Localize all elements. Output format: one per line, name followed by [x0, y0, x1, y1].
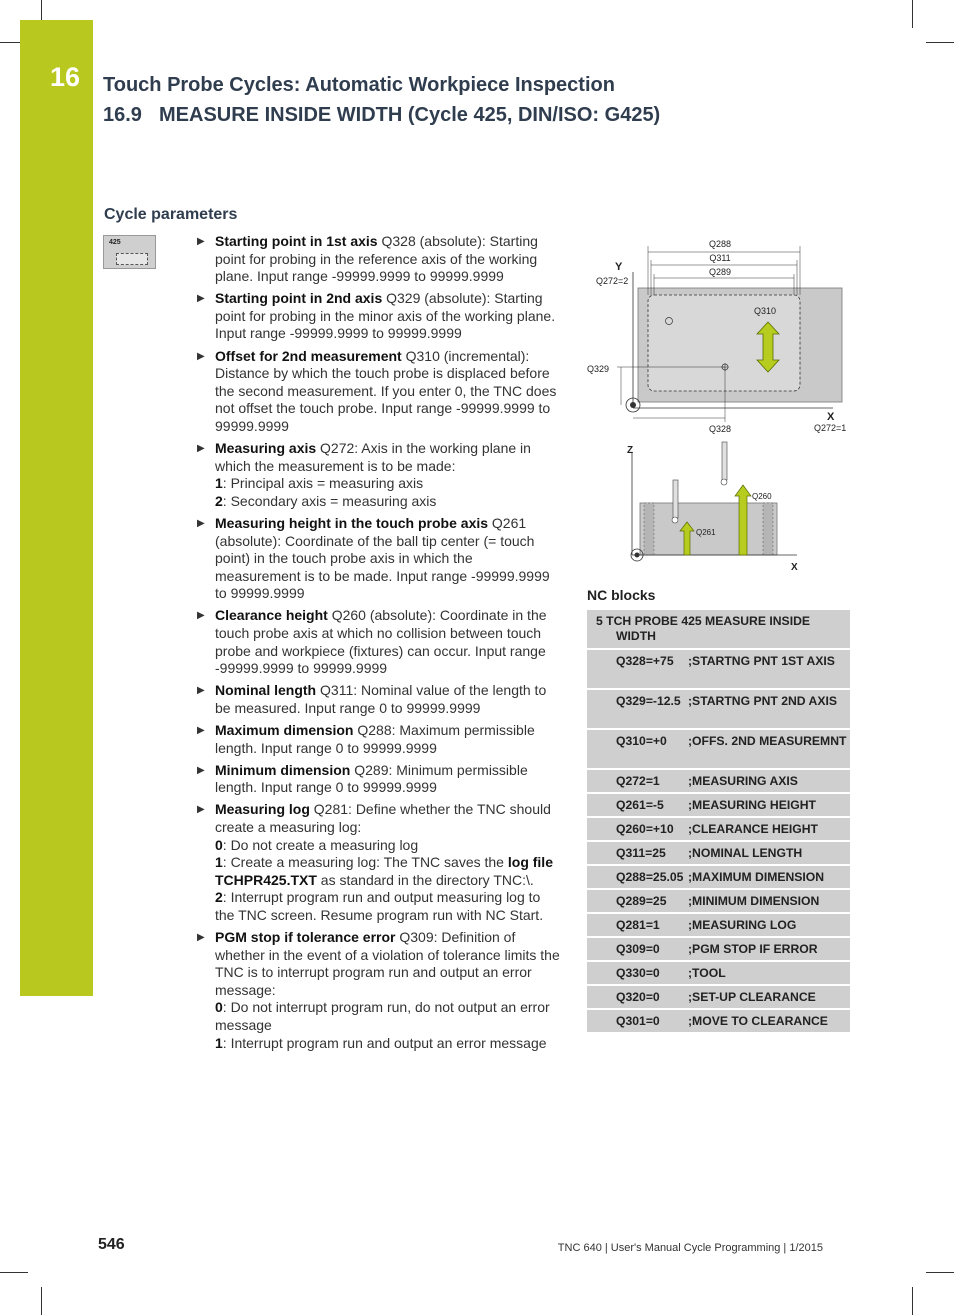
nc-block-header [587, 610, 850, 650]
crop-mark [926, 1272, 954, 1273]
nc-comment: ;TOOL [688, 966, 726, 980]
nc-row [587, 650, 850, 690]
param-desc: Q281: Define whether the TNC should create a measuring log: [215, 801, 551, 835]
nc-row [587, 1010, 850, 1034]
nc-code: Q272=1 [616, 774, 660, 788]
nc-row [587, 690, 850, 730]
top-view [587, 239, 846, 434]
param-item [193, 440, 561, 510]
nc-comment: ;PGM STOP IF ERROR [688, 942, 818, 956]
nc-comment: ;MEASURING AXIS [688, 774, 798, 788]
param-desc: Q289: Minimum permissible length. Input range 0 to 99999.9999 [215, 761, 528, 796]
option-key: 0 [215, 836, 223, 853]
nc-comment: ;OFFS. 2ND MEASUREMNT [688, 734, 847, 748]
nc-row [587, 770, 850, 794]
nc-row [587, 842, 850, 866]
triangle-bullet-icon: ▶ [197, 517, 205, 529]
nc-code: Q281=1 [616, 918, 660, 932]
option-bold-text: log file TCHPR425.TXT [215, 854, 553, 888]
label-x-axis: X [827, 411, 835, 423]
label-x-axis-side: X [791, 562, 798, 573]
param-name: PGM stop if tolerance error [215, 928, 396, 945]
touch-probe-ball [721, 479, 727, 485]
nc-row [587, 938, 850, 962]
section-header [103, 104, 660, 127]
chapter-tab-bar [20, 20, 93, 996]
param-name: Maximum dimension [215, 721, 354, 738]
option-text: : Do not interrupt program run, do not output an error message [215, 999, 550, 1033]
param-item [193, 515, 561, 603]
nc-comment: ;SET-UP CLEARANCE [688, 990, 816, 1004]
origin-marker-inner [635, 553, 640, 558]
triangle-bullet-icon: ▶ [197, 350, 205, 362]
param-name: Offset for 2nd measurement [215, 347, 402, 364]
nc-code: Q320=0 [616, 990, 660, 1004]
cycle-425-softkey-icon [103, 235, 156, 269]
nc-row [587, 794, 850, 818]
param-desc: Q310 (incremental): Distance by which the touch probe is displaced before the second measurement. If you enter 0, the TNC does not offset the touch probe. Input range -99999.9999 to 99999.9999 [215, 347, 557, 434]
left-wall-hatch [644, 503, 654, 555]
nc-row [587, 914, 850, 938]
section-title: MEASURE INSIDE WIDTH (Cycle 425, DIN/ISO: G425) [159, 104, 661, 126]
triangle-bullet-icon: ▶ [197, 764, 205, 776]
param-item [193, 607, 561, 677]
option-text: : Create a measuring log: The TNC saves the [222, 854, 508, 871]
param-item [193, 762, 561, 797]
param-desc: Q261 (absolute): Coordinate of the ball tip center (= touch point) in the touch probe axis in which the measurement is to be made. Input range -99999.9999 to 99999.9999 [215, 514, 550, 602]
param-name: Starting point in 2nd axis [215, 290, 383, 307]
nc-comment: ;STARTNG PNT 2ND AXIS [688, 694, 837, 708]
param-item [193, 348, 561, 436]
softkey-graphic [116, 253, 148, 265]
option-key: 2 [215, 889, 223, 906]
label-q272-1: Q272=1 [814, 423, 847, 433]
option-key: 1 [215, 1034, 223, 1051]
option-text: : Principal axis = measuring axis [222, 475, 424, 492]
param-item [193, 722, 561, 757]
side-view [627, 442, 798, 573]
crop-mark [0, 1272, 28, 1273]
nc-comment: ;CLEARANCE HEIGHT [688, 822, 818, 836]
label-q311: Q311 [709, 253, 731, 263]
param-desc: Q328 (absolute): Starting point for probing in the reference axis of the working plane. Input range -99999.9999 to 99999.9999 [215, 233, 538, 285]
nc-code: Q309=0 [616, 942, 660, 956]
nc-comment: ;MEASURING HEIGHT [688, 798, 816, 812]
nc-row [587, 890, 850, 914]
chapter-title: Touch Probe Cycles: Automatic Workpiece Inspection [103, 74, 615, 96]
param-item [193, 290, 561, 343]
nc-row [587, 818, 850, 842]
nc-comment: ;NOMINAL LENGTH [688, 846, 803, 860]
crop-mark [41, 1287, 42, 1315]
label-q272-2: Q272=2 [596, 276, 629, 286]
param-name: Clearance height [215, 607, 328, 624]
nc-row [587, 986, 850, 1010]
nc-code: Q329=-12.5 [616, 694, 681, 708]
crop-mark [926, 42, 954, 43]
param-name: Minimum dimension [215, 761, 351, 778]
label-q289: Q289 [708, 267, 732, 277]
param-name: Starting point in 1st axis [215, 233, 378, 249]
touch-probe-ball [672, 517, 678, 523]
param-desc: Q329 (absolute): Starting point for probing in the minor axis of the working plane. Input range -99999.9999 to 99999.9999 [215, 290, 556, 342]
chapter-number: 16 [50, 62, 81, 92]
triangle-bullet-icon: ▶ [197, 685, 205, 697]
touch-probe-stylus [673, 480, 678, 518]
nc-code: Q288=25.05 [616, 870, 684, 884]
param-desc: Q260 (absolute): Coordinate in the touch probe axis at which no collision between touch probe and workpiece (fixtures) can occur. Input range -99999.9999 to 99999.9999 [215, 607, 547, 677]
option-text: : Do not create a measuring log [222, 836, 419, 853]
nc-comment: ;MAXIMUM DIMENSION [688, 870, 825, 884]
nc-comment: ;STARTNG PNT 1ST AXIS [688, 654, 835, 668]
param-name: Nominal length [215, 682, 317, 699]
param-name: Measuring log [215, 801, 310, 818]
label-q261: Q261 [696, 528, 716, 537]
nc-code: Q310=+0 [616, 734, 667, 748]
triangle-bullet-icon: ▶ [197, 931, 205, 943]
option-text: : Interrupt program run and output an error message [222, 1034, 547, 1051]
page-number: 546 [98, 1236, 125, 1253]
touch-probe-stylus [722, 442, 727, 480]
nc-code: Q328=+75 [616, 654, 674, 668]
nc-code: Q261=-5 [616, 798, 664, 812]
right-wall-hatch [763, 503, 773, 555]
label-q328: Q328 [709, 424, 732, 434]
nc-row [587, 730, 850, 770]
option-key: 1 [215, 475, 223, 492]
nc-comment: ;MOVE TO CLEARANCE [688, 1014, 828, 1028]
nc-comment: ;MINIMUM DIMENSION [688, 894, 820, 908]
nc-code: Q289=25 [616, 894, 667, 908]
nc-comment: ;MEASURING LOG [688, 918, 797, 932]
label-q310: Q310 [754, 306, 777, 316]
nc-row [587, 866, 850, 890]
nc-code: Q260=+10 [616, 822, 674, 836]
crop-mark [912, 0, 913, 28]
param-desc: Q311: Nominal value of the length to be measured. Input range 0 to 99999.9999 [215, 682, 547, 716]
param-name: Measuring axis [215, 440, 317, 457]
param-desc: Q272: Axis in the working plane in which the measurement is to be made: [215, 440, 531, 474]
nc-blocks-heading: NC blocks [587, 587, 656, 603]
nc-code: Q311=25 [616, 846, 666, 860]
label-q329: Q329 [587, 364, 610, 374]
origin-marker-inner [630, 402, 636, 408]
page-footer: TNC 640 | User's Manual Cycle Programming | 1/2015 [557, 1242, 823, 1254]
softkey-label: 425 [109, 239, 121, 246]
triangle-bullet-icon: ▶ [197, 443, 205, 455]
option-key: 2 [215, 492, 223, 509]
option-text: : Secondary axis = measuring axis [222, 492, 437, 509]
label-q288: Q288 [708, 239, 732, 249]
cycle-parameters-heading: Cycle parameters [104, 206, 238, 223]
nc-header-line: WIDTH [616, 629, 656, 643]
param-item [193, 233, 561, 286]
label-q260: Q260 [752, 492, 772, 501]
crop-mark [912, 1287, 913, 1315]
nc-header-line: 5 TCH PROBE 425 MEASURE INSIDE [596, 614, 811, 628]
triangle-bullet-icon: ▶ [197, 724, 205, 736]
option-text: : Interrupt program run and output measuring log to the TNC screen. Resume program run with NC Start. [215, 889, 544, 923]
option-key: 0 [215, 999, 223, 1016]
param-item [193, 801, 561, 924]
nc-code: Q301=0 [616, 1014, 660, 1028]
triangle-bullet-icon: ▶ [197, 610, 205, 622]
triangle-bullet-icon: ▶ [197, 236, 205, 247]
section-number: 16.9 [103, 104, 142, 126]
nc-code: Q330=0 [616, 966, 660, 980]
triangle-bullet-icon: ▶ [197, 804, 205, 816]
label-z-axis: Z [627, 445, 634, 456]
cycle-diagram [585, 230, 855, 580]
option-text: as standard in the directory TNC:\. [316, 871, 534, 888]
label-y-axis: Y [615, 261, 623, 273]
param-name: Measuring height in the touch probe axis [215, 514, 489, 531]
nc-row [587, 962, 850, 986]
param-item [193, 929, 561, 1052]
parameter-list [193, 233, 561, 1057]
param-desc: Q288: Maximum permissible length. Input range 0 to 99999.9999 [215, 721, 535, 756]
triangle-bullet-icon: ▶ [197, 293, 205, 305]
param-desc: Q309: Definition of whether in the event of a violation of tolerance limits the TNC is to interrupt program run and output an error message: [215, 928, 560, 998]
pocket-outline [648, 295, 800, 391]
option-key: 1 [215, 854, 223, 871]
param-item [193, 682, 561, 717]
nc-blocks-table [587, 610, 850, 1034]
